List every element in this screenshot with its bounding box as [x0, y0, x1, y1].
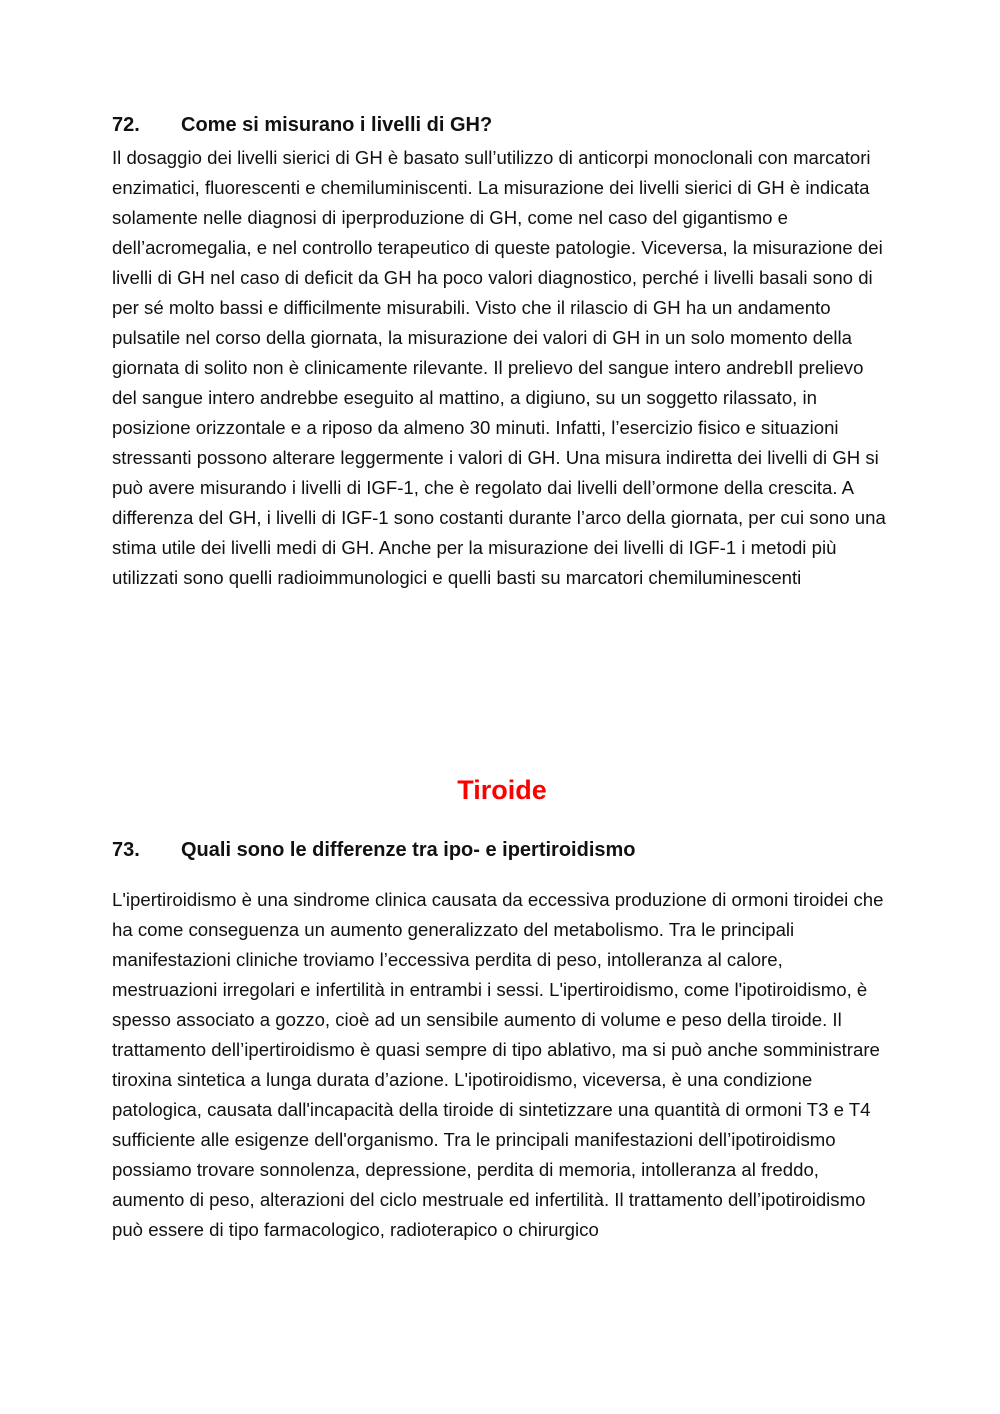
question-72-answer: Il dosaggio dei livelli sierici di GH è basato sull’utilizzo di anticorpi monoclonali con marcatori enzimatici, fluorescenti e chemiluminiscenti. La misurazione dei livelli sierici di GH è indicata solamente nelle diagnosi di iperproduzione di GH, come nel caso del gigantismo e dell’acromegalia, e nel controllo terapeutico di queste patologie. Viceversa, la misurazione dei livelli di GH nel caso di deficit da GH ha poco valori diagnostico, perché i livelli basali sono di per sé molto bassi e difficilmente misurabili. Visto che il rilascio di GH ha un andamento pulsatile nel corso della giornata, la misurazione dei valori di GH in un solo momento della giornata di solito non è clinicamente rilevante. Il prelievo del sangue intero andrebIl prelievo del sangue intero andrebbe eseguito al mattino, a digiuno, su un soggetto rilassato, in posizione orizzontale e a riposo da almeno 30 minuti. Infatti, l’esercizio fisico e situazioni stressanti possono alterare leggermente i valori di GH. Una misura indiretta dei livelli di GH si può avere misurando i livelli di IGF-1, che è regolato dai livelli dell’ormone della crescita. A differenza del GH, i livelli di IGF-1 sono costanti durante l’arco della giornata, per cui sono una stima utile dei livelli medi di GH. Anche per la misurazione dei livelli di IGF-1 i metodi più utilizzati sono quelli radioimmunologici e quelli basti su marcatori chemiluminescenti	[112, 147, 886, 588]
section-title: Tiroide	[457, 775, 547, 805]
question-73-heading	[112, 835, 892, 865]
question-73	[112, 835, 892, 1245]
question-73-title: Quali sono le differenze tra ipo- e ipertiroidismo	[181, 839, 636, 861]
question-72-title: Come si misurano i livelli di GH?	[181, 114, 493, 136]
question-73-number: 73.	[112, 839, 140, 861]
document-page	[112, 110, 892, 1240]
question-73-answer: L'ipertiroidismo è una sindrome clinica causata da eccessiva produzione di ormoni tiroidei che ha come conseguenza un aumento generalizzato del metabolismo. Tra le principali manifestazioni cliniche troviamo l’eccessiva perdita di peso, intolleranza al calore, mestruazioni irregolari e infertilità in entrambi i sessi. L'ipertiroidismo, come l'ipotiroidismo, è spesso associato a gozzo, cioè ad un sensibile aumento di volume e peso della tiroide. Il trattamento dell’ipertiroidismo è quasi sempre di tipo ablativo, ma si può anche somministrare tiroxina sintetica a lunga durata d’azione. L'ipotiroidismo, viceversa, è una condizione patologica, causata dall'incapacità della tiroide di sintetizzare una quantità di ormoni T3 e T4 sufficiente alle esigenze dell'organismo. Tra le principali manifestazioni dell’ipotiroidismo possiamo trovare sonnolenza, depressione, perdita di memoria, intolleranza al freddo, aumento di peso, alterazioni del ciclo mestruale ed infertilità. Il trattamento dell’ipotiroidismo può essere di tipo farmacologico, radioterapico o chirurgico	[112, 889, 884, 1240]
question-72	[112, 110, 892, 593]
question-72-heading	[112, 110, 892, 140]
question-72-number: 72.	[112, 114, 140, 136]
